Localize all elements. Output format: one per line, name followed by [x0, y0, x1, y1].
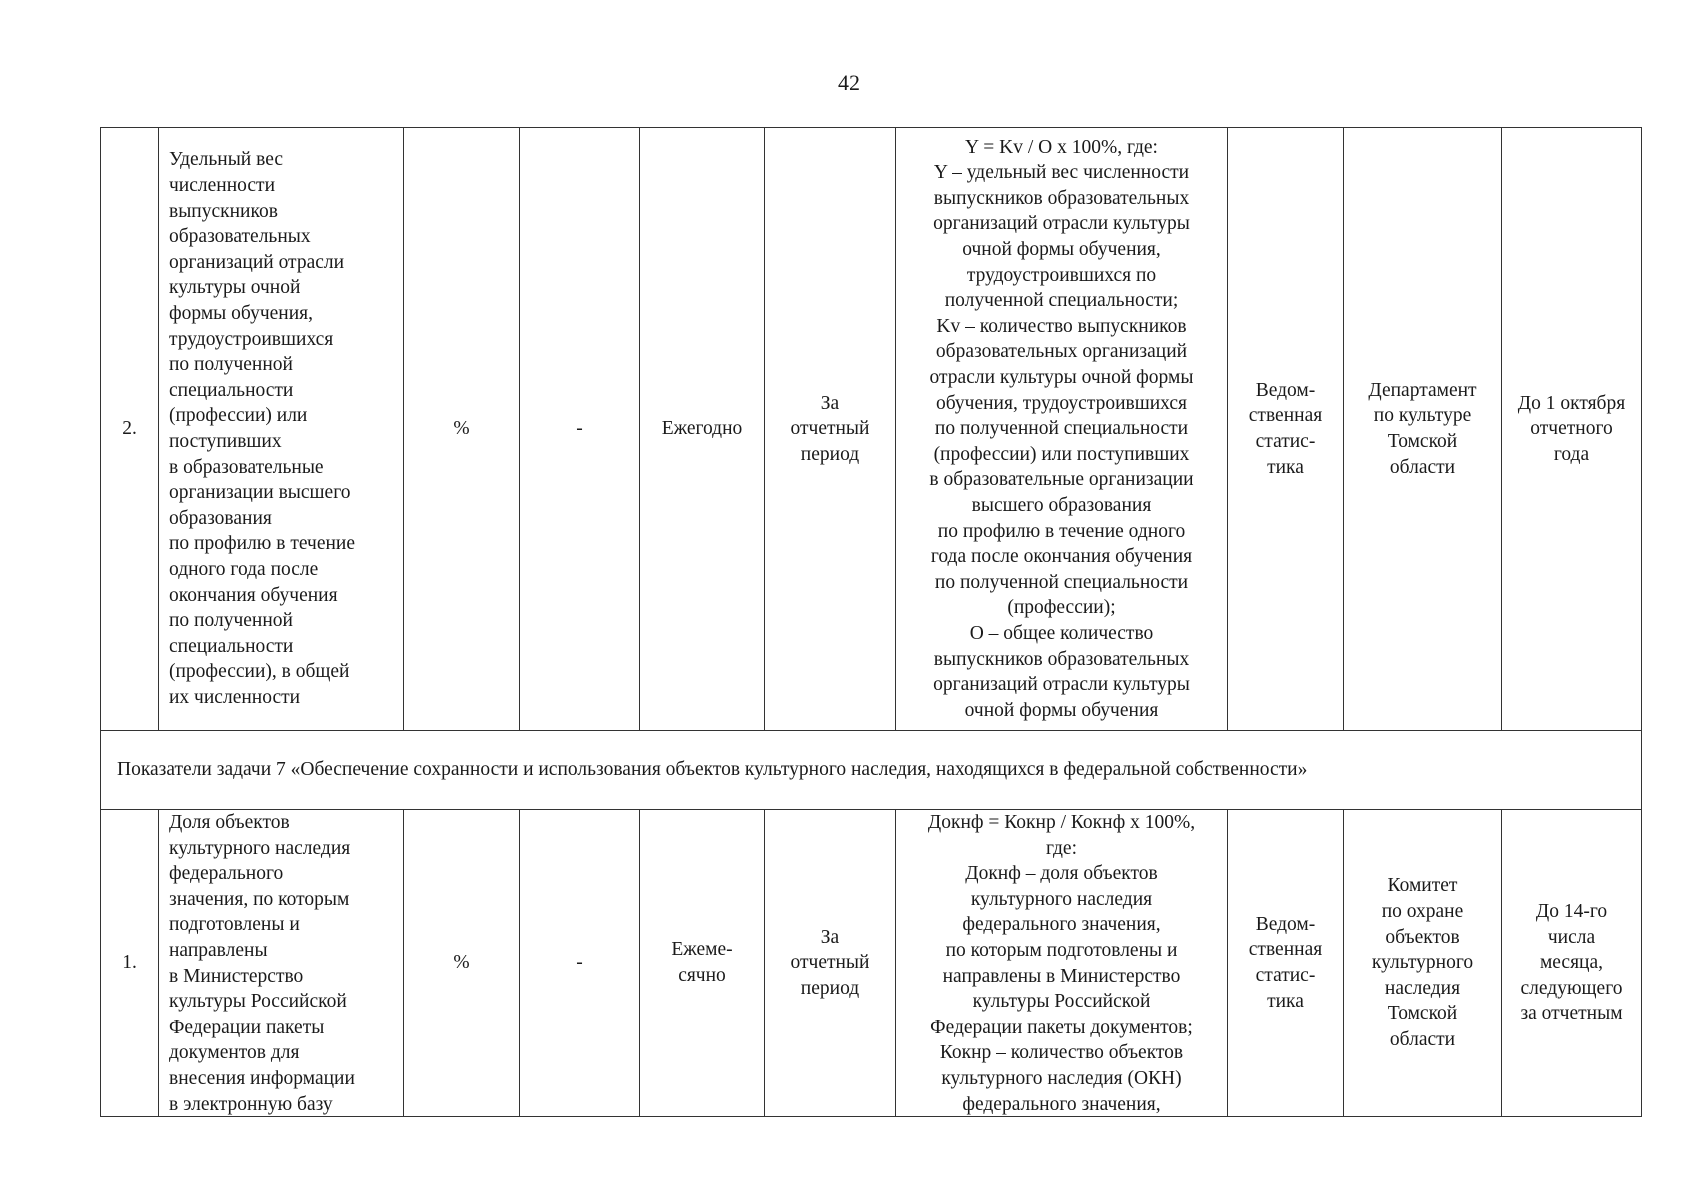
deadline-cell	[1502, 810, 1642, 1117]
text-line: одного года после	[169, 558, 319, 580]
text-line: (профессии) или поступивших	[933, 443, 1190, 465]
text-line: организаций отрасли культуры	[933, 674, 1190, 696]
text-line: направлены	[169, 939, 268, 961]
text-line: года	[1553, 443, 1590, 465]
text-line: обучения, трудоустроившихся	[935, 392, 1187, 414]
text-line: области	[1389, 456, 1456, 478]
text-line: полученной специальности;	[944, 290, 1179, 312]
text-line: по охране	[1381, 901, 1464, 923]
page-number: 42	[838, 70, 860, 95]
text-line: следующего	[1520, 977, 1623, 999]
periodicity-cell	[640, 128, 765, 731]
text-line: культуры Российской	[169, 991, 347, 1013]
table-row	[101, 128, 1642, 731]
text-line: Департамент	[1368, 379, 1477, 401]
indicators-table	[100, 127, 1642, 1117]
text-line: внесения информации	[169, 1067, 355, 1089]
text-line: Kv – количество выпускников	[936, 315, 1187, 337]
text-line: (профессии), в общей	[169, 661, 350, 683]
deadline-cell	[1502, 128, 1642, 731]
text-line: по которым подготовлены и	[945, 939, 1178, 961]
text-line: тика	[1267, 990, 1304, 1012]
text-line: Федерации пакеты	[169, 1016, 325, 1038]
data-source-cell	[1228, 128, 1344, 731]
formula-cell	[896, 810, 1228, 1117]
text-line: За	[820, 392, 840, 414]
unit-cell: %	[404, 128, 520, 731]
text-line: Y – удельный вес численности	[933, 162, 1190, 184]
base-value-cell: -	[520, 810, 640, 1117]
text-line: Докнф = Кокнр / Кокнф x 100%,	[927, 812, 1196, 833]
text-line: федерального значения,	[962, 914, 1161, 936]
period-cell	[765, 810, 896, 1117]
text-line: организаций отрасли культуры	[933, 213, 1190, 235]
text-line: направлены в Министерство	[942, 965, 1181, 987]
text-line: в образовательные организации	[929, 469, 1194, 491]
text-line: их численности	[169, 686, 301, 708]
text-line: документов для	[169, 1042, 300, 1064]
text-line: специальности	[169, 635, 294, 657]
text-line: образования	[169, 507, 272, 529]
text-line: культурного	[1371, 952, 1474, 974]
base-value-cell: -	[520, 128, 640, 731]
period-cell	[765, 128, 896, 731]
text-line: в образовательные	[169, 456, 324, 478]
text-line: выпускников образовательных	[933, 187, 1190, 209]
text-line: где:	[1045, 837, 1078, 859]
text-line: ственная	[1248, 939, 1323, 961]
text-line: по полученной специальности	[934, 571, 1189, 593]
text-line: Доля объектов	[169, 812, 290, 833]
text-line: тика	[1267, 456, 1304, 478]
text-line: O – общее количество	[969, 622, 1154, 644]
text-line: Федерации пакеты документов;	[930, 1016, 1193, 1038]
text-line: по полученной специальности	[934, 418, 1189, 440]
section-row	[101, 731, 1642, 810]
text-line: организаций отрасли	[169, 251, 345, 273]
text-line: числа	[1547, 926, 1596, 948]
text-line: формы обучения,	[169, 303, 314, 325]
text-line: федерального значения,	[962, 1093, 1161, 1115]
text-line: выпускников	[169, 200, 278, 222]
text-line: Докнф – доля объектов	[965, 863, 1158, 885]
text-line: За	[820, 926, 840, 948]
text-line: Ежегодно	[661, 418, 743, 440]
text-line: организации высшего	[169, 482, 351, 504]
text-line: по полученной	[169, 354, 293, 376]
text-line: в электронную базу	[169, 1093, 333, 1115]
text-line: культуры очной	[169, 277, 301, 299]
text-line: культурного наследия	[169, 837, 351, 859]
text-line: До 14-го	[1535, 901, 1608, 923]
text-line: Комитет	[1387, 875, 1458, 897]
text-line: за отчетным	[1520, 1003, 1623, 1025]
text-line: области	[1389, 1028, 1456, 1050]
text-line: период	[800, 443, 860, 465]
text-line: выпускников образовательных	[933, 648, 1190, 670]
text-line: наследия	[1384, 977, 1461, 999]
text-line: Томской	[1387, 431, 1458, 452]
text-line: по полученной	[169, 610, 293, 632]
text-line: Томской	[1387, 1003, 1458, 1025]
text-line: Y = Kv / O x 100%, где:	[965, 136, 1158, 158]
text-line: поступивших	[169, 431, 282, 452]
text-line: отчетного	[1530, 418, 1613, 440]
periodicity-cell	[640, 810, 765, 1117]
text-line: трудоустроившихся	[169, 328, 334, 350]
text-line: месяца,	[1539, 952, 1604, 974]
text-line: (профессии) или	[169, 405, 308, 427]
text-line: отрасли культуры очной формы	[929, 367, 1194, 389]
text-line: отчетный	[790, 418, 870, 440]
text-line: в Министерство	[169, 965, 304, 987]
text-line: очной формы обучения,	[962, 239, 1161, 261]
text-line: отчетный	[790, 952, 870, 974]
text-line: статис-	[1255, 431, 1316, 452]
text-line: высшего образования	[971, 494, 1152, 516]
data-source-cell	[1228, 810, 1344, 1117]
row-number: 1.	[101, 810, 159, 1117]
row-number: 2.	[101, 128, 159, 731]
text-line: ственная	[1248, 405, 1323, 427]
text-line: по профилю в течение одного	[937, 520, 1186, 542]
text-line: Ведом-	[1255, 913, 1316, 935]
formula-cell	[896, 128, 1228, 731]
text-line: очной формы обучения	[964, 699, 1159, 721]
text-line: До 1 октября	[1517, 392, 1626, 414]
text-line: Ведом-	[1255, 379, 1316, 401]
text-line: года после окончания обучения	[930, 546, 1193, 568]
text-line: по культуре	[1373, 405, 1472, 427]
indicator-name	[159, 810, 404, 1117]
text-line: статис-	[1255, 965, 1316, 986]
table-row	[101, 810, 1642, 1117]
unit-cell: %	[404, 810, 520, 1117]
indicator-name	[159, 128, 404, 731]
section-title: Показатели задачи 7 «Обеспечение сохранности и использования объектов культурного наследия, находящихся в федеральной собственности»	[101, 731, 1642, 810]
text-line: Ежеме-	[671, 939, 733, 961]
text-line: окончания обучения	[169, 584, 338, 606]
text-line: культурного наследия	[970, 888, 1153, 910]
text-line: образовательных организаций	[935, 341, 1188, 363]
text-line: численности	[169, 175, 276, 197]
text-line: по профилю в течение	[169, 533, 356, 555]
text-line: Удельный вес	[169, 149, 284, 171]
text-line: сячно	[678, 965, 726, 986]
responsible-cell	[1344, 810, 1502, 1117]
text-line: Кокнр – количество объектов	[939, 1042, 1184, 1064]
text-line: (профессии);	[1007, 597, 1116, 619]
text-line: специальности	[169, 379, 294, 401]
text-line: образовательных	[169, 226, 311, 248]
text-line: период	[800, 977, 860, 999]
text-line: федерального	[169, 863, 284, 885]
text-line: трудоустроившихся по	[966, 264, 1157, 286]
text-line: культурного наследия (ОКН)	[941, 1067, 1182, 1089]
text-line: культуры Российской	[972, 991, 1151, 1013]
responsible-cell	[1344, 128, 1502, 731]
text-line: значения, по которым	[169, 888, 350, 910]
text-line: объектов	[1385, 926, 1460, 948]
text-line: подготовлены и	[169, 914, 300, 936]
